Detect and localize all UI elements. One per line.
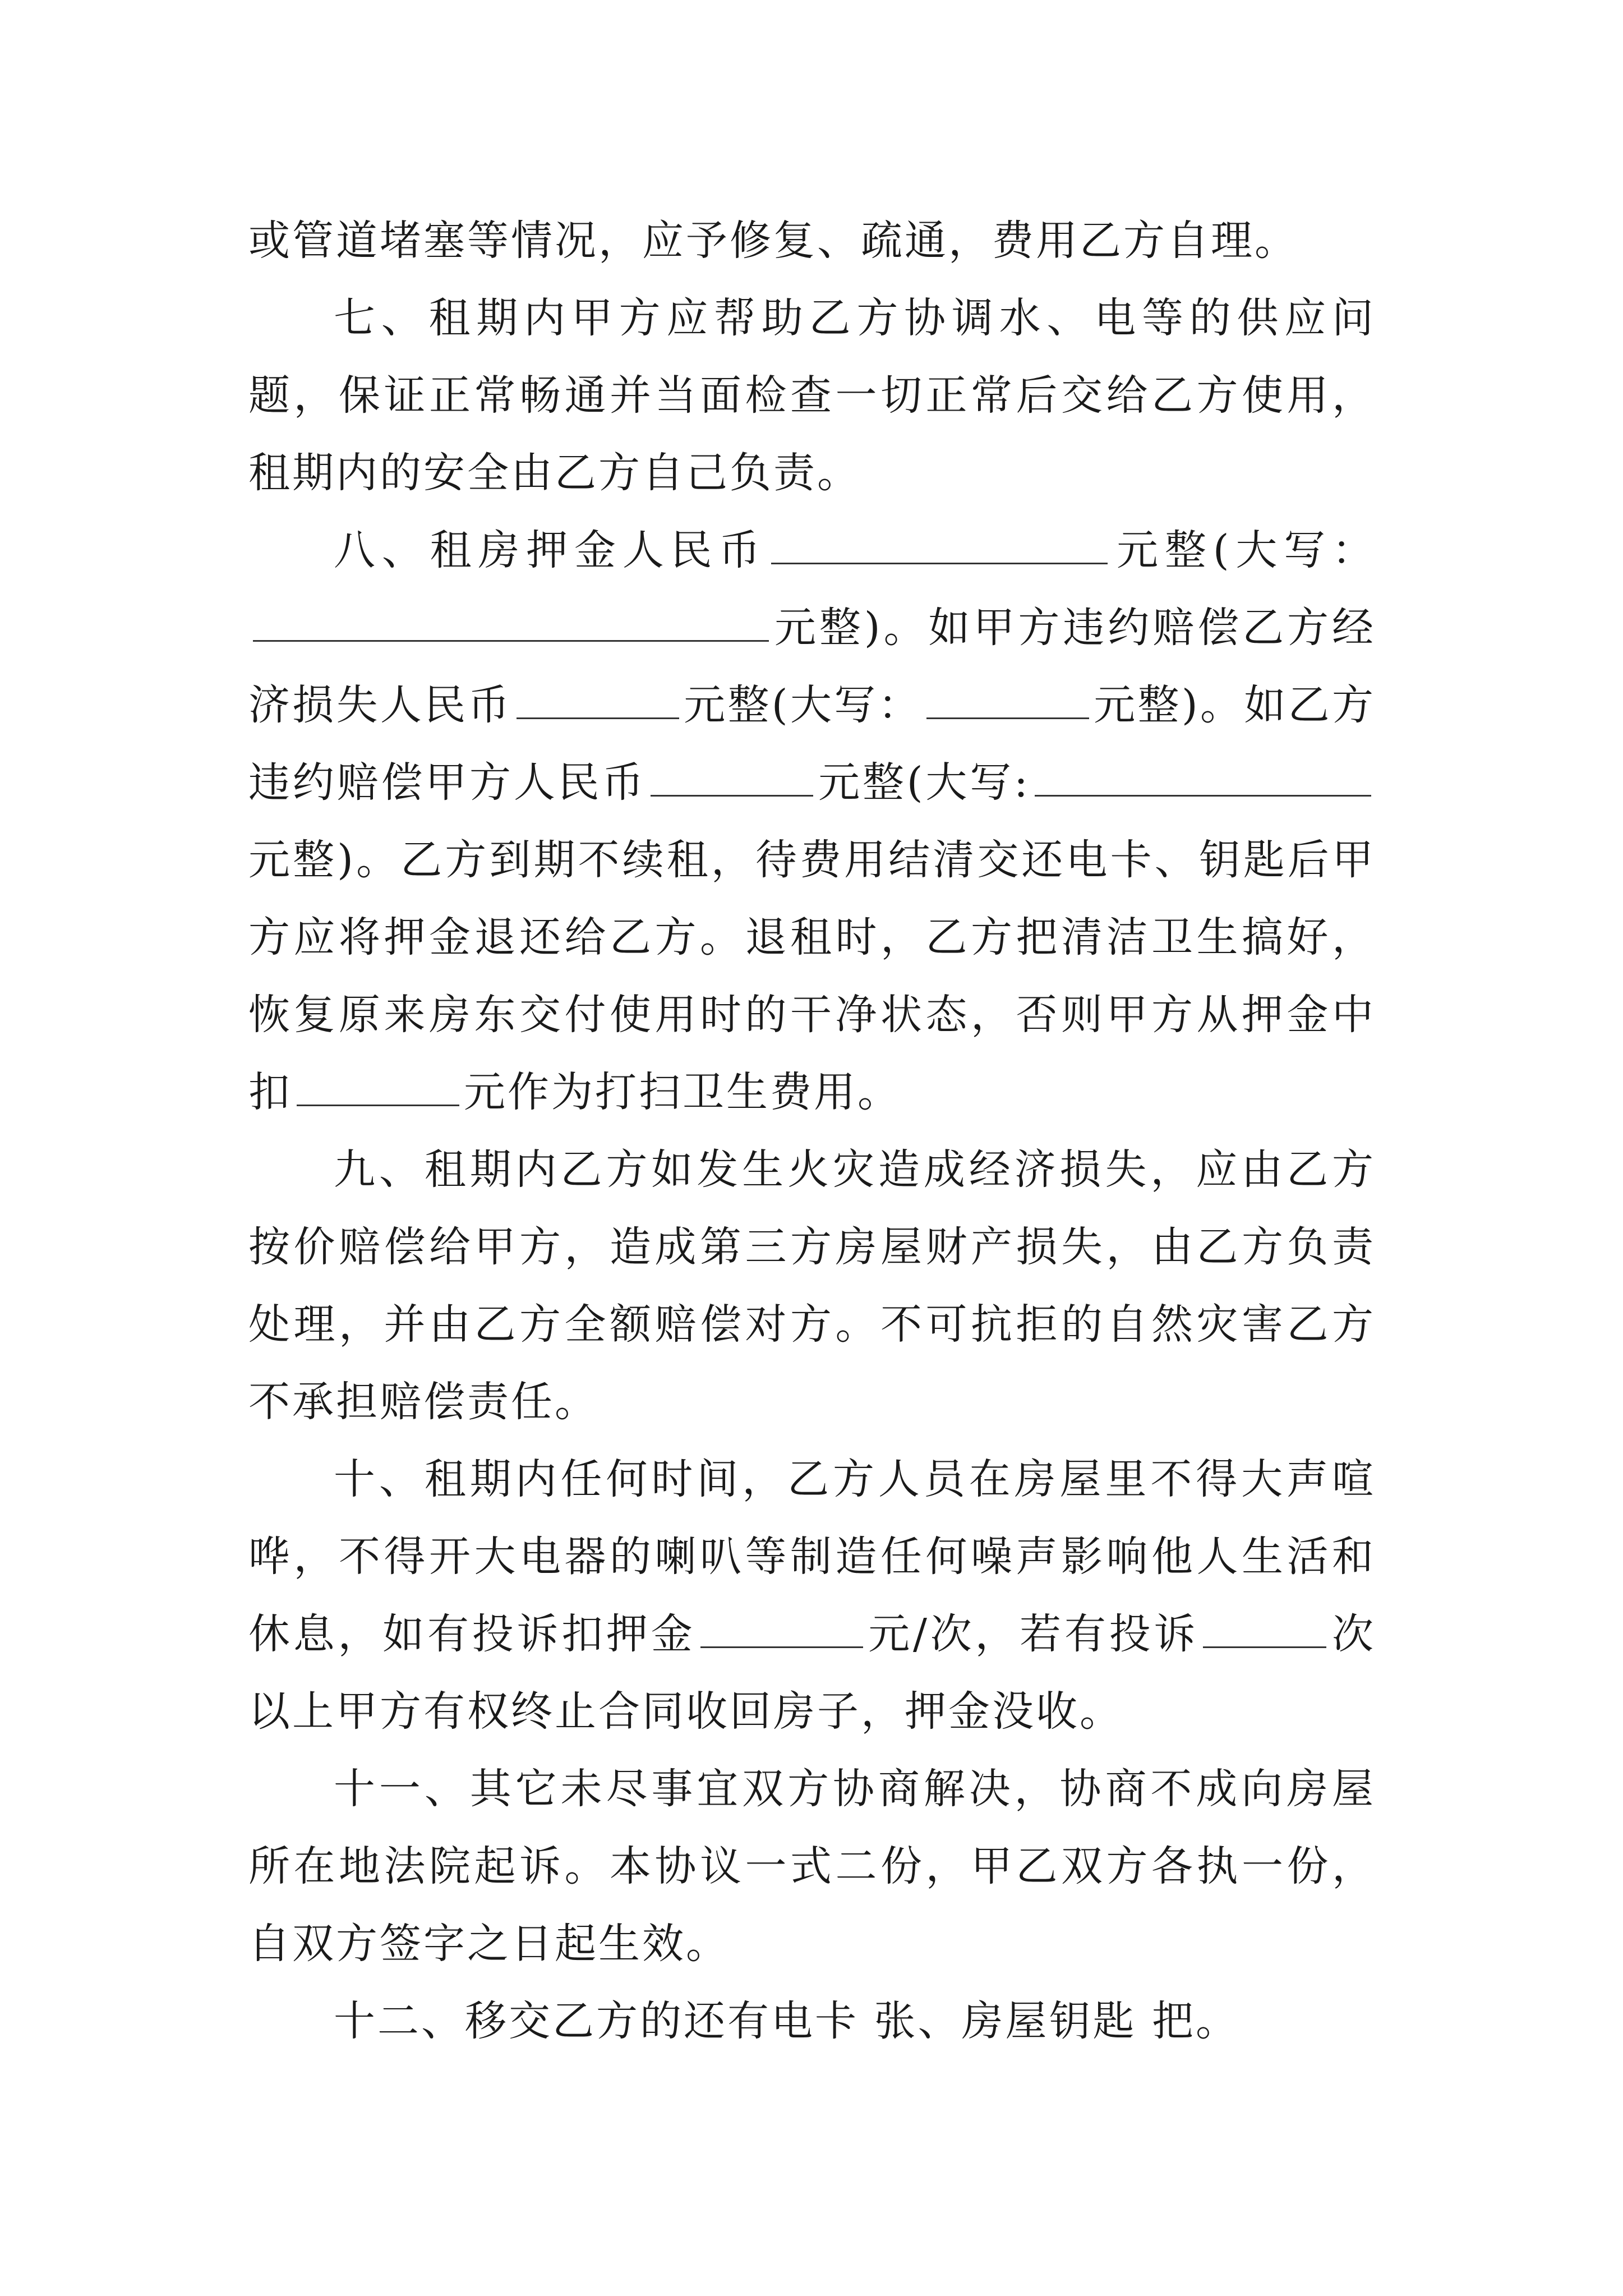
- deposit-amount-blank: [771, 521, 1108, 564]
- paragraph-text: 或管道堵塞等情况，应予修复、疏通，费用乙方自理。: [248, 217, 1298, 265]
- tenant-compensation-blank: [651, 753, 813, 797]
- paragraph-text: 次以上甲方有权终止合同收回房子，押金没收。: [248, 1610, 1376, 1736]
- paragraph-text: 十一、其它未尽事宜双方协商解决，协商不成向房屋所在地法院起诉。本协议一式二份，甲乙双方各执一份，自双方签字之日起生效。: [248, 1765, 1376, 1968]
- clause-7: [248, 279, 1376, 512]
- paragraph-text: 十、租期内任何时间，乙方人员在房屋里不得大声喧哗，不得开大电器的喇叭等制造任何噪声影响他人生活和休息，如有投诉扣押金: [248, 1455, 1376, 1658]
- tenant-compensation-uppercase-blank: [1035, 753, 1371, 797]
- complaint-count-blank: [1203, 1605, 1326, 1648]
- paragraph-text: 七、租期内甲方应帮助乙方协调水、电等的供应问题，保证正常畅通并当面检查一切正常后交给乙方使用，租期内的安全由乙方自己负责。: [248, 294, 1376, 497]
- paragraph-text: 元整(大写:: [818, 758, 1030, 807]
- clause-12: [248, 1982, 1376, 2060]
- paragraph-text: 九、租期内乙方如发生火灾造成经济损失，应由乙方按价赔偿给甲方，造成第三方房屋财产损失，由乙方负责处理，并由乙方全额赔偿对方。不可抗拒的自然灾害乙方不承担赔偿责任。: [248, 1145, 1376, 1426]
- paragraph-text: 元作为打扫卫生费用。: [464, 1068, 901, 1116]
- paragraph-continuation: [248, 202, 1376, 279]
- clause-10: [248, 1441, 1376, 1750]
- paragraph-text: 十二、移交乙方的还有电卡 张、房屋钥匙 把。: [334, 1997, 1240, 2045]
- deposit-amount-uppercase-blank: [253, 599, 769, 642]
- paragraph-text: 八、租房押金人民币: [334, 526, 767, 574]
- paragraph-text: 元整)。如甲方违约赔偿乙方经济损失人民币: [248, 604, 1376, 729]
- cleaning-fee-blank: [297, 1063, 459, 1106]
- paragraph-text: 元整)。如乙方违约赔偿甲方人民币: [248, 681, 1376, 807]
- paragraph-text: 元/次，若有投诉: [867, 1610, 1199, 1658]
- contract-body: [248, 202, 1376, 2060]
- clause-8: [248, 512, 1376, 1131]
- paragraph-text: 元整(大写：: [1112, 526, 1376, 574]
- clause-11: [248, 1750, 1376, 1982]
- landlord-compensation-uppercase-blank: [926, 676, 1089, 719]
- clause-9: [248, 1131, 1376, 1441]
- landlord-compensation-blank: [517, 676, 679, 719]
- complaint-deduction-blank: [700, 1605, 863, 1648]
- paragraph-text: 元整)。乙方到期不续租，待费用结清交还电卡、钥匙后甲方应将押金退还给乙方。退租时，乙方把清洁卫生搞好，恢复原来房东交付使用时的干净状态，否则甲方从押金中扣: [248, 836, 1376, 1116]
- paragraph-text: 元整(大写：: [683, 681, 922, 729]
